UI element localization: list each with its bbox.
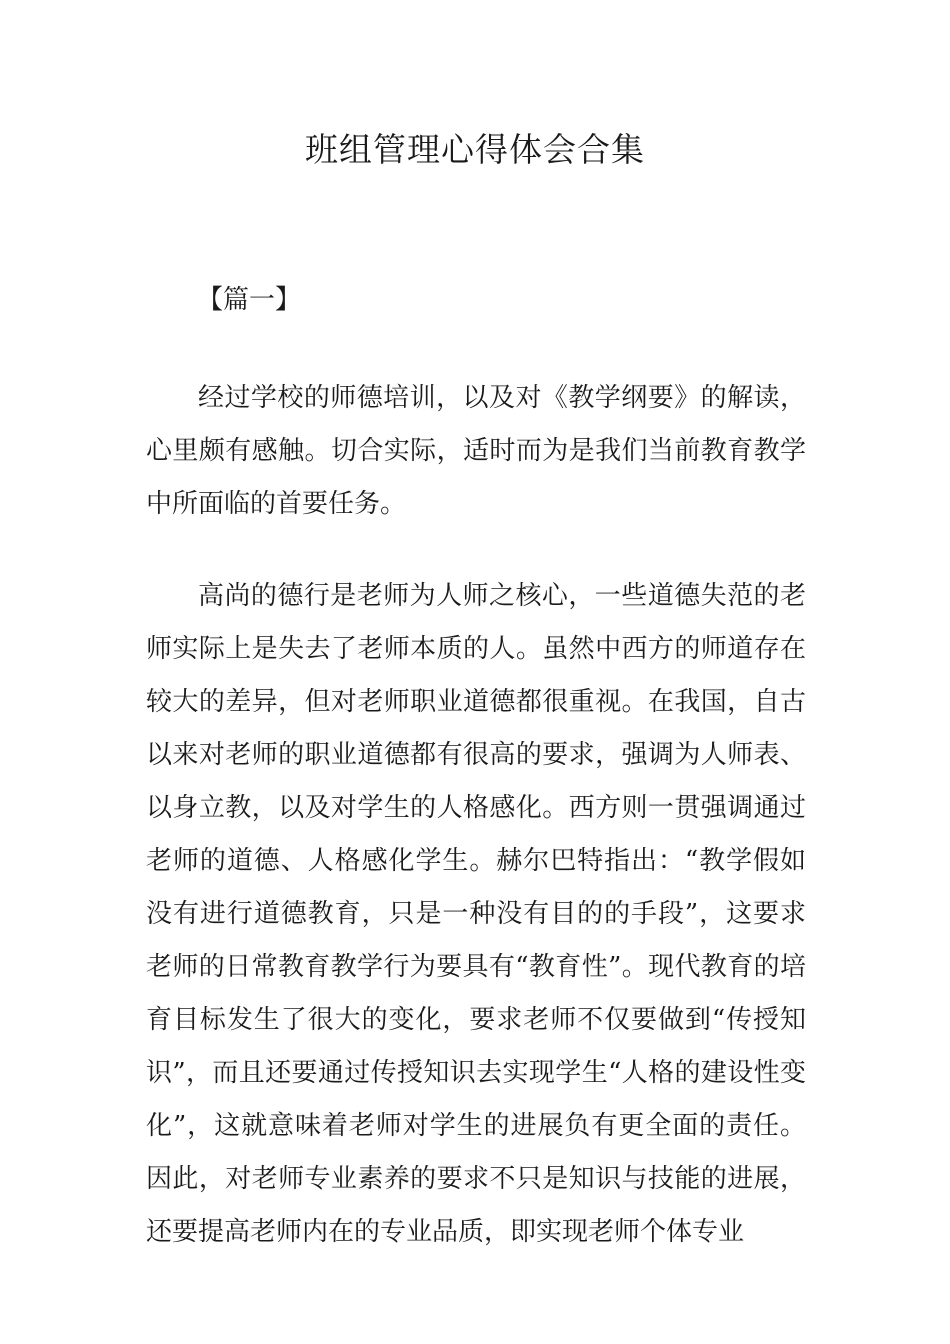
paragraph-2: 高尚的德行是老师为人师之核心，一些道德失范的老师实际上是失去了老师本质的人。虽然中西方的师道存在较大的差异，但对老师职业道德都很重视。在我国，自古以来对老师的职业道德都有很高的要求，强调为人师表、以身立教，以及对学生的人格感化。西方则一贯强调通过老师的道德、人格感化学生。赫尔巴特指出：“教学假如没有进行道德教育，只是一种没有目的的手段”，这要求老师的日常教育教学行为要具有“教育性”。现代教育的培育目标发生了很大的变化，要求老师不仅要做到“传授知识”，而且还要通过传授知识去实现学生“人格的建设性变化”，这就意味着老师对学生的进展负有更全面的责任。因此，对老师专业素养的要求不只是知识与技能的进展，还要提高老师内在的专业品质，即实现老师个体专业 (146, 581, 806, 1247)
document-title: 班组管理心得体会合集 (305, 130, 645, 169)
paragraph-1: 经过学校的师德培训，以及对《教学纲要》的解读，心里颇有感触。切合实际，适时而为是我们当前教育教学中所面临的首要任务。 (146, 383, 806, 519)
section-label: 【篇一】 (197, 285, 302, 315)
